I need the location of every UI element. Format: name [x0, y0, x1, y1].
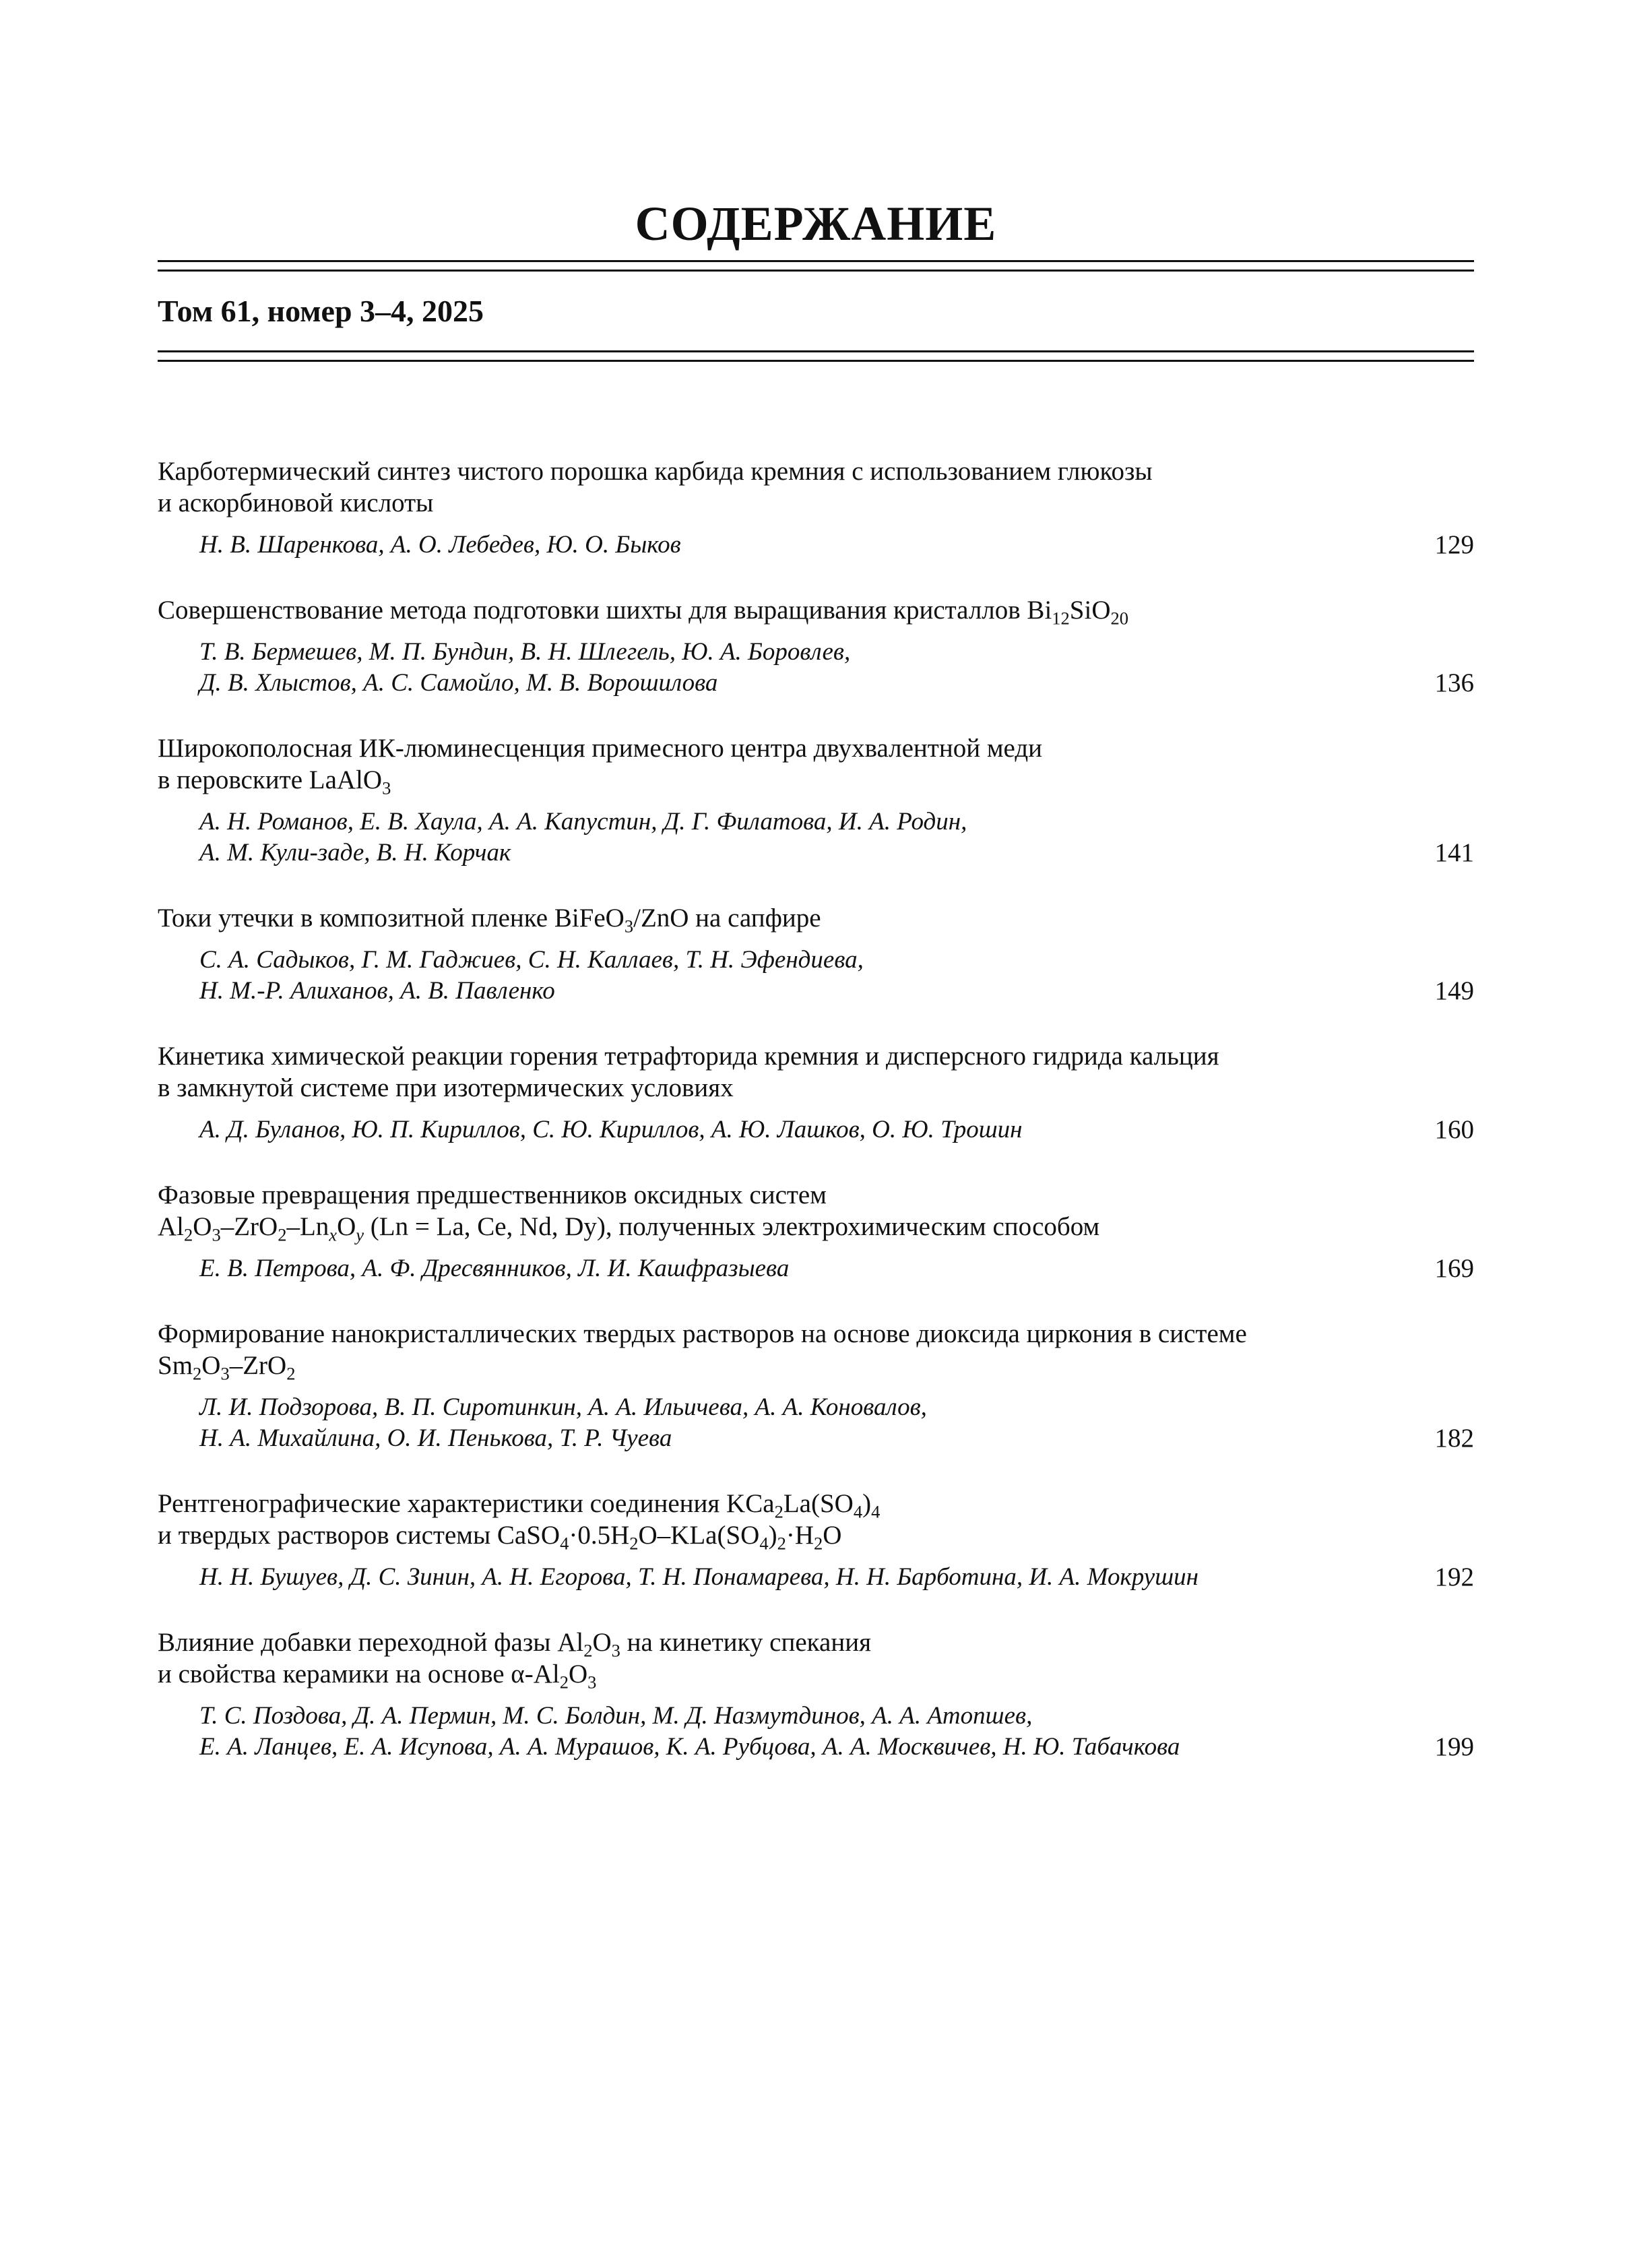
article-authors-line: Н. В. Шаренкова, А. О. Лебедев, Ю. О. Быков	[199, 531, 681, 559]
article-authors-line: А. Н. Романов, Е. В. Хаула, А. А. Капустин, Д. Г. Филатова, И. А. Родин,	[199, 808, 967, 836]
article-authors	[199, 1253, 1399, 1284]
authors-block	[158, 1114, 1474, 1145]
article-title-line: Влияние добавки переходной фазы $Al_2O_3$ на кинетику спекания	[158, 1628, 872, 1661]
article-title	[158, 1488, 1411, 1554]
page-number: 141	[1434, 838, 1474, 867]
article-title-line: и твердых растворов системы $CaSO_4\cdot 0.5H_2O-KLa(SO_4)_2\cdot H_2O$	[158, 1521, 842, 1554]
article-authors	[199, 945, 1399, 1007]
toc-entry[interactable]	[158, 1040, 1474, 1145]
article-authors-line: Н. Н. Бушуев, Д. С. Зинин, А. Н. Егорова, Т. Н. Понамарева, Н. Н. Барботина, И. А. Мокрушин	[199, 1563, 1198, 1591]
article-title	[158, 902, 1411, 937]
article-title-line: Широкополосная ИК-люминесценция примесного центра двухвалентной меди	[158, 734, 1043, 763]
volume-issue: Том 61, номер 3–4, 2025	[158, 294, 484, 328]
article-title	[158, 594, 1411, 629]
toc-entry[interactable]	[158, 1179, 1474, 1284]
article-authors	[199, 1392, 1399, 1454]
toc-entry[interactable]	[158, 902, 1474, 1007]
title-rule-bottom	[158, 270, 1474, 272]
authors-block	[158, 637, 1474, 699]
article-authors-line: Т. В. Бермешев, М. П. Бундин, В. Н. Шлегель, Ю. А. Боровлев,	[199, 638, 851, 666]
article-authors-line: Н. А. Михайлина, О. И. Пенькова, Т. Р. Чуева	[199, 1424, 672, 1452]
toc-entry[interactable]	[158, 732, 1474, 869]
article-authors-line: А. М. Кули-заде, В. Н. Корчак	[199, 839, 511, 867]
article-title-line: в перовските LaAlO$_3$	[158, 765, 391, 798]
article-authors-line: Н. М.-Р. Алиханов, А. В. Павленко	[199, 977, 555, 1005]
volume-rule-top	[158, 350, 1474, 352]
article-authors	[199, 1114, 1399, 1145]
article-title	[158, 1318, 1411, 1384]
authors-block	[158, 945, 1474, 1007]
article-title-line: и свойства керамики на основе $\alpha-Al_2O_3$	[158, 1660, 597, 1693]
page-number: 192	[1434, 1563, 1474, 1592]
article-authors	[199, 530, 1399, 561]
volume-rule-bottom	[158, 360, 1474, 362]
article-title	[158, 1179, 1411, 1245]
article-authors-line: Д. В. Хлыстов, А. С. Самойло, М. В. Ворошилова	[199, 669, 718, 697]
article-title-line: Формирование нанокристаллических твердых растворов на основе диоксида циркония в системе	[158, 1319, 1247, 1348]
article-title-line: Фазовые превращения предшественников оксидных систем	[158, 1180, 827, 1209]
authors-block	[158, 1253, 1474, 1284]
article-title-line: Карботермический синтез чистого порошка карбида кремния с использованием глюкозы	[158, 457, 1153, 486]
toc-entry[interactable]	[158, 594, 1474, 699]
article-title-line: $Al_2O_3-ZrO_2-Ln_xO_y$ (Ln = La, Ce, Nd, Dy), полученных электрохимическим способом	[158, 1212, 1100, 1245]
article-authors	[199, 637, 1399, 699]
article-title	[158, 455, 1411, 519]
page-number: 182	[1434, 1424, 1474, 1453]
toc-entry[interactable]	[158, 1318, 1474, 1454]
page-number: 129	[1434, 530, 1474, 559]
article-authors-line: Л. И. Подзорова, В. П. Сиротинкин, А. А. Ильичева, А. А. Коновалов,	[199, 1393, 927, 1421]
authors-block	[158, 530, 1474, 561]
toc-entry[interactable]	[158, 455, 1474, 561]
article-authors-line: Е. В. Петрова, А. Ф. Дресвянников, Л. И. Кашфразыева	[199, 1255, 790, 1282]
page-number: 169	[1434, 1254, 1474, 1283]
article-authors	[199, 807, 1399, 869]
article-title-line: $Sm_2O_3-ZrO_2$	[158, 1351, 296, 1384]
toc-entry[interactable]	[158, 1627, 1474, 1763]
article-authors	[199, 1701, 1399, 1763]
page-number: 199	[1434, 1732, 1474, 1761]
article-title-line: Рентгенографические характеристики соединения $KCa_2La(SO_4)_4$	[158, 1489, 881, 1522]
authors-block	[158, 807, 1474, 869]
authors-block	[158, 1701, 1474, 1763]
toc-entry[interactable]	[158, 1488, 1474, 1593]
article-title-line: Токи утечки в композитной пленке BiFeO$_3$/ZnO на сапфире	[158, 904, 821, 937]
authors-block	[158, 1562, 1474, 1593]
article-title-line: Совершенствование метода подготовки шихты для выращивания кристаллов $Bi_{12}SiO_{20}$	[158, 596, 1129, 629]
article-authors-line: А. Д. Буланов, Ю. П. Кириллов, С. Ю. Кириллов, А. Ю. Лашков, О. Ю. Трошин	[199, 1116, 1023, 1143]
article-title-line: в замкнутой системе при изотермических условиях	[158, 1073, 734, 1102]
article-authors-line: Е. А. Ланцев, Е. А. Исупова, А. А. Мурашов, К. А. Рубцова, А. А. Москвичев, Н. Ю. Табачкова	[199, 1733, 1180, 1761]
article-authors	[199, 1562, 1399, 1593]
article-authors-line: Т. С. Поздова, Д. А. Пермин, М. С. Болдин, М. Д. Назмутдинов, А. А. Атопшев,	[199, 1702, 1033, 1730]
article-title-line: и аскорбиновой кислоты	[158, 489, 434, 517]
article-title	[158, 1040, 1411, 1104]
page-title: СОДЕРЖАНИЕ	[635, 197, 997, 251]
article-title	[158, 732, 1411, 796]
title-rule-top	[158, 260, 1474, 262]
contents-list	[158, 455, 1474, 1796]
article-authors-line: С. А. Садыков, Г. М. Гаджиев, С. Н. Каллаев, Т. Н. Эфендиева,	[199, 946, 864, 974]
article-title	[158, 1627, 1411, 1693]
page-number: 136	[1434, 668, 1474, 697]
authors-block	[158, 1392, 1474, 1454]
article-title-line: Кинетика химической реакции горения тетрафторида кремния и дисперсного гидрида кальция	[158, 1042, 1219, 1071]
page-number: 160	[1434, 1115, 1474, 1144]
page-number: 149	[1434, 976, 1474, 1005]
